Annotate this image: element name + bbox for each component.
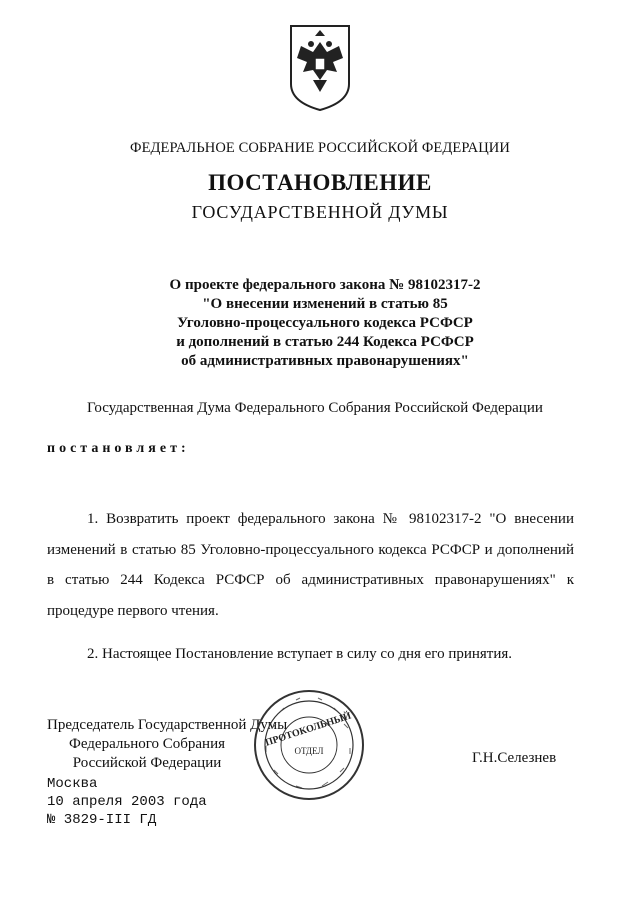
decision-item-1: 1. Возвратить проект федерального закона № 98102317-2 "О внесении изменений в статью 85 Уголовно-процессуального кодекса РСФСР и дополнений в статью 244 Кодекса РСФСР об административных правонарушениях" к процедуре первого чтения. bbox=[47, 511, 574, 619]
document-issuer-subtitle: ГОСУДАРСТВЕННОЙ ДУМЫ bbox=[191, 202, 449, 222]
subject-line: "О внесении изменений в статью 85 bbox=[202, 296, 448, 312]
decrees-keyword: постановляет: bbox=[47, 441, 190, 456]
state-emblem-icon bbox=[285, 22, 355, 114]
official-stamp-icon bbox=[252, 688, 366, 802]
signer-title-line: Федерального Собрания bbox=[68, 736, 226, 752]
footer-number: № 3829-III ГД bbox=[47, 812, 157, 828]
footer-date: 10 апреля 2003 года bbox=[47, 794, 207, 810]
organization-heading: ФЕДЕРАЛЬНОЕ СОБРАНИЕ РОССИЙСКОЙ ФЕДЕРАЦИИ bbox=[130, 140, 510, 156]
subject-line: Уголовно-процессуального кодекса РСФСР bbox=[177, 315, 473, 331]
subject-line: об административных правонарушениях" bbox=[181, 353, 469, 369]
signer-title bbox=[47, 716, 288, 773]
signer-title-line: Российской Федерации bbox=[72, 755, 222, 771]
document-subject bbox=[120, 276, 530, 371]
footer-city: Москва bbox=[47, 776, 98, 792]
stamp-sub-text: ОТДЕЛ bbox=[294, 746, 324, 756]
decision-item-2: 2. Настоящее Постановление вступает в силу со дня его принятия. bbox=[87, 646, 513, 662]
subject-line: и дополнений в статью 244 Кодекса РСФСР bbox=[176, 334, 474, 350]
preamble-text: Государственная Дума Федерального Собрания Российской Федерации bbox=[87, 400, 543, 416]
signer-title-line: Председатель Государственной Думы bbox=[47, 717, 288, 733]
signer-name: Г.Н.Селезнев bbox=[472, 750, 557, 766]
document-footer bbox=[47, 775, 207, 829]
stamp-center-text: ПРОТОКОЛЬНЫЙ bbox=[263, 710, 353, 749]
document-type-title: ПОСТАНОВЛЕНИЕ bbox=[208, 170, 432, 195]
subject-line: О проекте федерального закона № 98102317-2 bbox=[169, 277, 481, 293]
